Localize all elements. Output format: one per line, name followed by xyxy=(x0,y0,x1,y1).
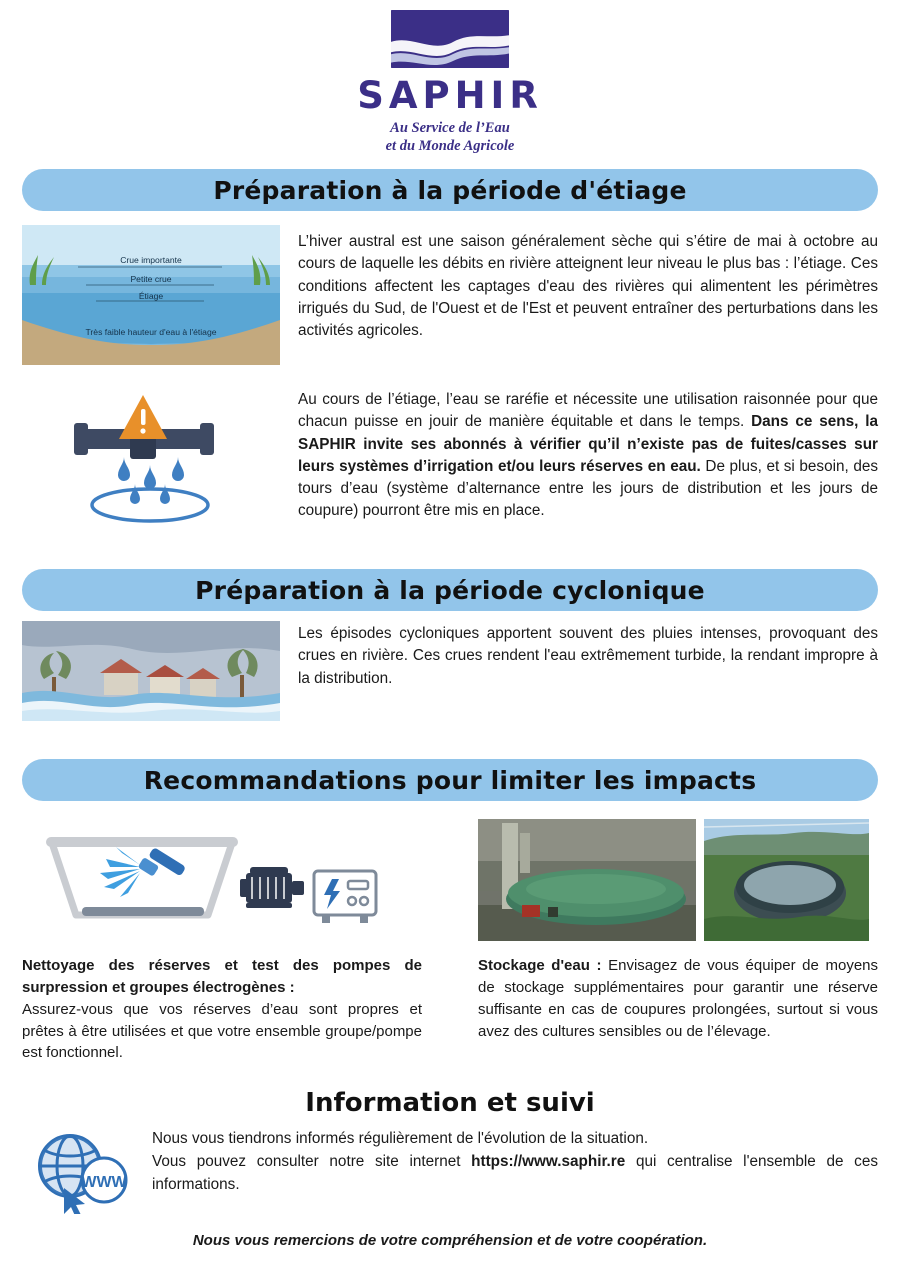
banner-recommandations-label: Recommandations pour limiter les impacts xyxy=(143,765,757,795)
recommendation-left-text xyxy=(22,955,422,1064)
leak-paragraph xyxy=(298,389,878,522)
info-line2-part2: qui centralise l'ensemble de ces informations. xyxy=(152,1152,878,1193)
footer-thanks-note: Nous vous remercions de votre compréhension et de votre coopération. xyxy=(192,1232,708,1249)
saphir-website-link[interactable]: https://www.saphir.re xyxy=(471,1152,626,1170)
recommendation-left-title: Nettoyage des réserves et test des pompes de surpression et groupes électrogènes : xyxy=(22,957,422,996)
saphir-logo-mark xyxy=(391,10,509,68)
leak-text-block xyxy=(298,383,878,522)
photo-open-tank xyxy=(704,819,869,941)
river-label-petite-crue: Petite crue xyxy=(130,274,172,285)
photo-water-bladder xyxy=(478,819,696,941)
river-levels-illustration xyxy=(22,225,280,365)
cyclone-paragraph: Les épisodes cycloniques apportent souvent des pluies intenses, provoquant des crues en rivière. Ces crues rendent l'eau extrêmement turbide, la rendant impropre à la distribution. xyxy=(298,625,878,687)
storage-photo-group xyxy=(478,819,869,941)
recommendation-right-title: Stockage d'eau : xyxy=(478,957,602,975)
river-label-crue-importante: Crue importante xyxy=(120,255,182,266)
banner-cyclonique-label: Préparation à la période cyclonique xyxy=(195,575,705,605)
info-section-title: Information et suivi xyxy=(305,1088,595,1118)
logo-tagline-line1: Au Service de l’Eau xyxy=(390,120,510,136)
banner-recommandations xyxy=(22,759,878,801)
globe-www-icon xyxy=(22,1128,142,1214)
water-bladder-photo xyxy=(478,819,696,941)
open-water-tank-photo xyxy=(704,819,869,941)
info-line1: Nous vous tiendrons informés régulièrement de l'évolution de la situation. xyxy=(152,1130,649,1147)
recommendation-right-column xyxy=(478,819,878,1064)
leak-paragraph-part2: De plus, et si besoin, des tours d’eau (système d’alternance entre les jours de distribution et les jours de coupure) pourront être mis en place. xyxy=(298,457,878,520)
banner-etiage-label: Préparation à la période d'étiage xyxy=(213,175,687,205)
river-label-faible-hauteur: Très faible hauteur d'eau à l'étiage xyxy=(85,327,217,338)
globe-www-label: WWW xyxy=(81,1174,127,1191)
river-label-etiage: Étiage xyxy=(138,291,164,302)
section-leak-warning xyxy=(22,383,878,533)
logo-tagline xyxy=(386,119,515,155)
cyclone-illustration xyxy=(22,621,280,721)
etiage-paragraph: L’hiver austral est une saison généralement sèche qui s’étire de mai à octobre au cours de laquelle les débits en rivière atteignent leur niveau le plus bas : l’étiage. Ces conditions affectent les captages d'eau des rivières qui alimentent les périmètres irrigués du Sud, de l'Ouest et de l'Est et peuvent entraîner des perturbations dans les activités agricoles. xyxy=(298,233,878,339)
globe-cursor-icon xyxy=(22,1128,142,1214)
logo-name: SAPHIR xyxy=(357,74,543,117)
leaking-pipe-icon xyxy=(22,383,280,533)
banner-cyclonique xyxy=(22,569,878,611)
recommendation-left-body: Assurez-vous que vos réserves d’eau sont propres et prêtes à être utilisées et que votre ensemble groupe/pompe est fonctionnel. xyxy=(22,1000,422,1062)
leak-paragraph-bold: Dans ce sens, la SAPHIR invite ses abonnés à vérifier qu’il n’existe pas de fuites/casses sur leurs systèmes d’irrigation et/ou leurs réserves en eau. xyxy=(298,413,879,475)
cyclone-text-block xyxy=(298,621,878,690)
recommendations-columns xyxy=(22,819,878,1064)
logo-block xyxy=(0,0,900,155)
logo-waves-icon xyxy=(391,10,509,68)
info-line2-part1: Vous pouvez consulter notre site internet xyxy=(152,1152,472,1170)
section-cyclone xyxy=(22,621,878,721)
cyclone-flood-icon xyxy=(22,621,280,721)
tank-cleaning-pump-generator-icon xyxy=(22,819,382,941)
recommendation-right-body: Envisagez de vous équiper de moyens de stockage supplémentaires pour garantir une réserve suffisante en cas de coupures prolongées, surtout si vous avez des cultures sensibles ou de l’élevage. xyxy=(478,957,878,1040)
etiage-text-block xyxy=(298,225,878,342)
leak-paragraph-part1: Au cours de l’étiage, l’eau se raréfie et nécessite une utilisation raisonnée pour que chacun puisse en jouir de manière équitable et dans le temps. xyxy=(298,391,878,431)
info-line2 xyxy=(152,1151,878,1197)
storage-photos xyxy=(478,819,878,941)
cleaning-illustration xyxy=(22,819,422,941)
banner-etiage xyxy=(22,169,878,211)
info-text-block xyxy=(152,1128,878,1197)
logo-tagline-line2: et du Monde Agricole xyxy=(385,138,515,155)
recommendation-left-column xyxy=(22,819,422,1064)
pipe-leak-illustration xyxy=(22,383,280,533)
section-etiage xyxy=(22,225,878,365)
recommendation-right-text xyxy=(478,955,878,1042)
info-section xyxy=(22,1128,878,1214)
